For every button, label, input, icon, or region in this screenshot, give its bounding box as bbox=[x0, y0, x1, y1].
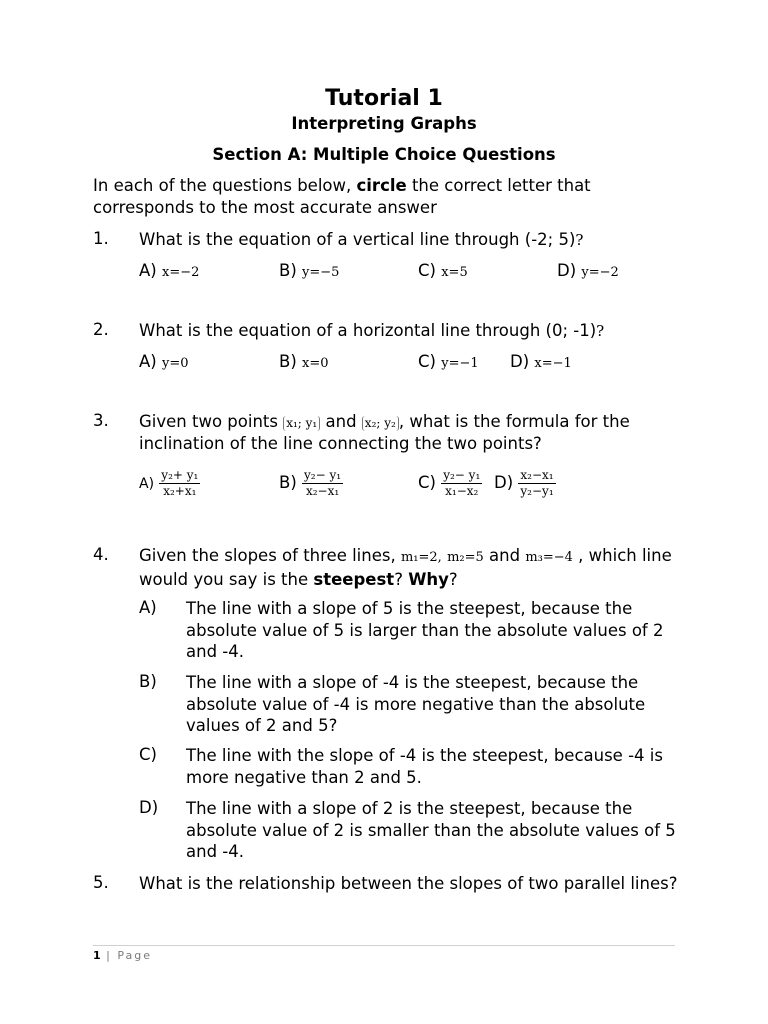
q3-option-d[interactable] bbox=[494, 468, 556, 499]
question-4-number: 4. bbox=[93, 545, 109, 564]
point-2-math: x₂; y₂ bbox=[362, 416, 399, 431]
q4-option-d-text: The line with a slope of 2 is the steepest, because the absolute value of 2 is smaller than the absolute values of 5 and -4. bbox=[186, 799, 676, 861]
question-4-qmark-1: ? bbox=[394, 569, 409, 589]
question-5-text: What is the relationship between the slopes of two parallel lines? bbox=[139, 874, 678, 893]
q3-option-d-fraction bbox=[518, 468, 555, 499]
why-bold: Why bbox=[408, 569, 449, 589]
q2-option-a[interactable] bbox=[139, 352, 189, 371]
q1-option-b[interactable] bbox=[279, 261, 339, 280]
question-2-text bbox=[139, 320, 684, 343]
footer-divider bbox=[93, 945, 675, 946]
slope-m2-math: m₂=5 bbox=[447, 550, 484, 565]
q1-option-a-math: x=−2 bbox=[161, 265, 200, 280]
slope-m3-math: m₃=−4 bbox=[525, 550, 573, 565]
question-5-number: 5. bbox=[93, 873, 109, 892]
q3-option-b[interactable] bbox=[279, 468, 343, 499]
q4-option-c-label[interactable]: C) bbox=[139, 745, 157, 764]
q1-option-d-math: y=−2 bbox=[581, 265, 619, 280]
q3-option-a[interactable] bbox=[139, 468, 200, 499]
q3-option-d-label: D) bbox=[494, 473, 514, 492]
q1-option-c-label: C) bbox=[418, 261, 436, 280]
slope-m1-math: m₁=2, bbox=[400, 550, 442, 565]
q4-option-a-label[interactable]: A) bbox=[139, 598, 157, 617]
page-footer bbox=[93, 949, 152, 962]
q1-option-d-label: D) bbox=[557, 261, 577, 280]
question-2-number: 2. bbox=[93, 320, 109, 339]
question-2-qmark: ? bbox=[596, 322, 605, 340]
q3-option-d-numerator: x₂−x₁ bbox=[518, 468, 555, 484]
q2-option-b-math: x=0 bbox=[302, 356, 329, 371]
q3-option-a-fraction bbox=[159, 468, 200, 499]
q3-option-c[interactable] bbox=[418, 468, 482, 499]
q2-option-c[interactable] bbox=[418, 352, 479, 371]
q1-option-b-math: y=−5 bbox=[302, 265, 340, 280]
q3-option-c-label: C) bbox=[418, 473, 436, 492]
q3-option-a-numerator: y₂+ y₁ bbox=[161, 468, 199, 482]
q4-option-c-text: The line with the slope of -4 is the steepest, because -4 is more negative than 2 and 5. bbox=[186, 746, 663, 787]
q2-option-d-math: x=−1 bbox=[534, 356, 572, 371]
q3-option-b-numerator: y₂− y₁ bbox=[304, 468, 342, 482]
question-3-text bbox=[139, 411, 684, 454]
question-4-body-mid: , which line would you say is the bbox=[139, 546, 672, 589]
question-4-body-start: Given the slopes of three lines, bbox=[139, 546, 401, 565]
q3-option-b-label: B) bbox=[279, 473, 297, 492]
instructions-text: In each of the questions below, bbox=[93, 176, 357, 195]
question-1-number: 1. bbox=[93, 229, 109, 248]
q2-option-b-label: B) bbox=[279, 352, 297, 371]
q2-option-a-math: y=0 bbox=[161, 356, 189, 371]
footer-separator: | bbox=[100, 949, 118, 962]
question-3-body-end: , what is the formula for the inclination of the line connecting the two points? bbox=[139, 412, 630, 453]
q1-option-d[interactable] bbox=[557, 261, 619, 280]
q3-option-b-fraction bbox=[302, 468, 343, 499]
q3-option-d-denominator: y₂−y₁ bbox=[520, 484, 554, 498]
q4-option-b-text: The line with a slope of -4 is the steepest, because the absolute value of -4 is more negative than the absolute values of 2 and 5? bbox=[186, 673, 646, 735]
instructions bbox=[93, 175, 683, 219]
point-1-math: x₁; y₁ bbox=[283, 416, 320, 431]
page-number: 1 bbox=[93, 949, 101, 962]
q3-option-a-denominator: x₂+x₁ bbox=[163, 484, 197, 498]
page-subtitle: Interpreting Graphs bbox=[291, 114, 477, 133]
question-2-body: What is the equation of a horizontal line through (0; -1) bbox=[139, 321, 597, 340]
question-3-body-start: Given two points bbox=[139, 412, 284, 431]
question-1-text bbox=[139, 229, 684, 252]
q2-option-c-label: C) bbox=[418, 352, 436, 371]
q1-option-c-math: x=5 bbox=[441, 265, 468, 280]
section-heading: Section A: Multiple Choice Questions bbox=[212, 145, 556, 164]
q1-option-a[interactable] bbox=[139, 261, 199, 280]
q3-option-c-fraction bbox=[441, 468, 482, 499]
q3-option-a-label: A) bbox=[139, 476, 155, 492]
q1-option-a-label: A) bbox=[139, 261, 157, 280]
steepest-bold: steepest bbox=[313, 569, 395, 589]
instructions-bold: circle bbox=[356, 176, 407, 195]
page-title: Tutorial 1 bbox=[325, 86, 443, 111]
q3-option-c-numerator: y₂− y₁ bbox=[443, 468, 481, 482]
q3-option-b-denominator: x₂−x₁ bbox=[305, 484, 340, 498]
footer-page-word: Page bbox=[117, 949, 152, 962]
q2-option-d-label: D) bbox=[510, 352, 530, 371]
question-1-body: What is the equation of a vertical line through (-2; 5) bbox=[139, 230, 576, 249]
q1-option-c[interactable] bbox=[418, 261, 468, 280]
question-4-and: and bbox=[483, 546, 526, 565]
q2-option-c-math: y=−1 bbox=[441, 356, 479, 371]
question-1-qmark: ? bbox=[575, 231, 584, 249]
q2-option-b[interactable] bbox=[279, 352, 329, 371]
instructions-text-end: the correct letter that corresponds to the most accurate answer bbox=[93, 176, 591, 217]
question-3-number: 3. bbox=[93, 411, 109, 430]
q4-option-a-text: The line with a slope of 5 is the steepest, because the absolute value of 5 is larger than the absolute values of 2 and -4. bbox=[186, 599, 664, 661]
q3-option-c-denominator: x₁−x₂ bbox=[445, 484, 479, 498]
q4-option-d-label[interactable]: D) bbox=[139, 798, 159, 817]
q2-option-d[interactable] bbox=[510, 352, 572, 371]
question-4-qmark-2: ? bbox=[448, 569, 458, 589]
q1-option-b-label: B) bbox=[279, 261, 297, 280]
question-4-text bbox=[139, 545, 684, 590]
question-3-and: and bbox=[320, 412, 362, 431]
q4-option-b-label[interactable]: B) bbox=[139, 672, 157, 691]
q2-option-a-label: A) bbox=[139, 352, 157, 371]
